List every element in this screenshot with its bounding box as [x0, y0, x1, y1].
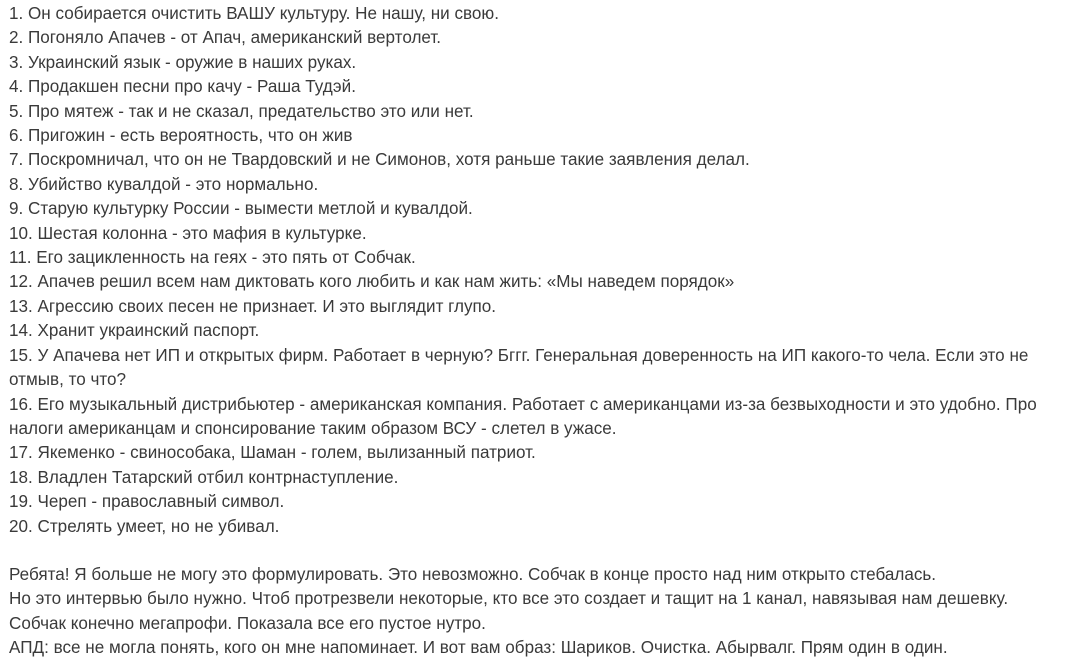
- list-item: 11. Его зацикленность на геях - это пять от Собчак.: [9, 248, 416, 268]
- list-item: 17. Якеменко - свинособака, Шаман - голем, вылизанный патриот.: [9, 443, 536, 463]
- list-item: 5. Про мятеж - так и не сказал, предательство это или нет.: [9, 101, 474, 121]
- list-item: 15. У Апачева нет ИП и открытых фирм. Работает в черную? Бггг. Генеральная доверенность на ИП какого-то чела. Если это не отмыв, то что?: [9, 345, 1029, 390]
- numbered-list: [9, 2, 1063, 539]
- list-item: 13. Агрессию своих песен не признает. И это выглядит глупо.: [9, 296, 497, 316]
- list-item: 19. Череп - православный символ.: [9, 492, 285, 512]
- closing-paragraph: Собчак конечно мегапрофи. Показала все его пустое нутро.: [9, 613, 486, 633]
- paragraph-spacer: [9, 539, 1063, 563]
- closing-paragraph: Но это интервью было нужно. Чтоб протрезвели некоторые, кто все это создает и тащит на 1 канал, навязывая нам дешевку.: [9, 589, 1009, 609]
- list-item: 20. Стрелять умеет, но не убивал.: [9, 516, 280, 536]
- list-item: 1. Он собирается очистить ВАШУ культуру. Не нашу, ни свою.: [9, 4, 499, 23]
- list-item: 8. Убийство кувалдой - это нормально.: [9, 174, 319, 194]
- closing-paragraph: Ребята! Я больше не могу это формулировать. Это невозможно. Собчак в конце просто над ним открыто стебалась.: [9, 564, 937, 584]
- list-item: 6. Пригожин - есть вероятность, что он жив: [9, 126, 353, 146]
- list-item: 2. Погоняло Апачев - от Апач, американский вертолет.: [9, 28, 442, 48]
- list-item: 7. Поскромничал, что он не Твардовский и не Симонов, хотя раньше такие заявления делал.: [9, 150, 750, 170]
- list-item: 16. Его музыкальный дистрибьютер - американская компания. Работает с американцами из-за безвыходности и это удобно. Про налоги американцам и спонсирование таким образом ВСУ - слетел в ужасе.: [9, 394, 1037, 438]
- list-item: 3. Украинский язык - оружие в наших руках.: [9, 52, 357, 72]
- list-item: 4. Продакшен песни про качу - Раша Тудэй.: [9, 77, 356, 97]
- closing-paragraph: АПД: все не могла понять, кого он мне напоминает. И вот вам образ: Шариков. Очистка. Абырвалг. Прям один в один.: [9, 638, 948, 658]
- list-item: 14. Хранит украинский паспорт.: [9, 321, 260, 341]
- list-item: 10. Шестая колонна - это мафия в культурке.: [9, 223, 367, 243]
- list-item: 18. Владлен Татарский отбил контрнаступление.: [9, 467, 399, 487]
- list-item: 9. Старую культурку России - вымести метлой и кувалдой.: [9, 199, 473, 219]
- list-item: 12. Апачев решил всем нам диктовать кого любить и как нам жить: «Мы наведем порядок»: [9, 272, 735, 292]
- closing-text: [9, 563, 1063, 661]
